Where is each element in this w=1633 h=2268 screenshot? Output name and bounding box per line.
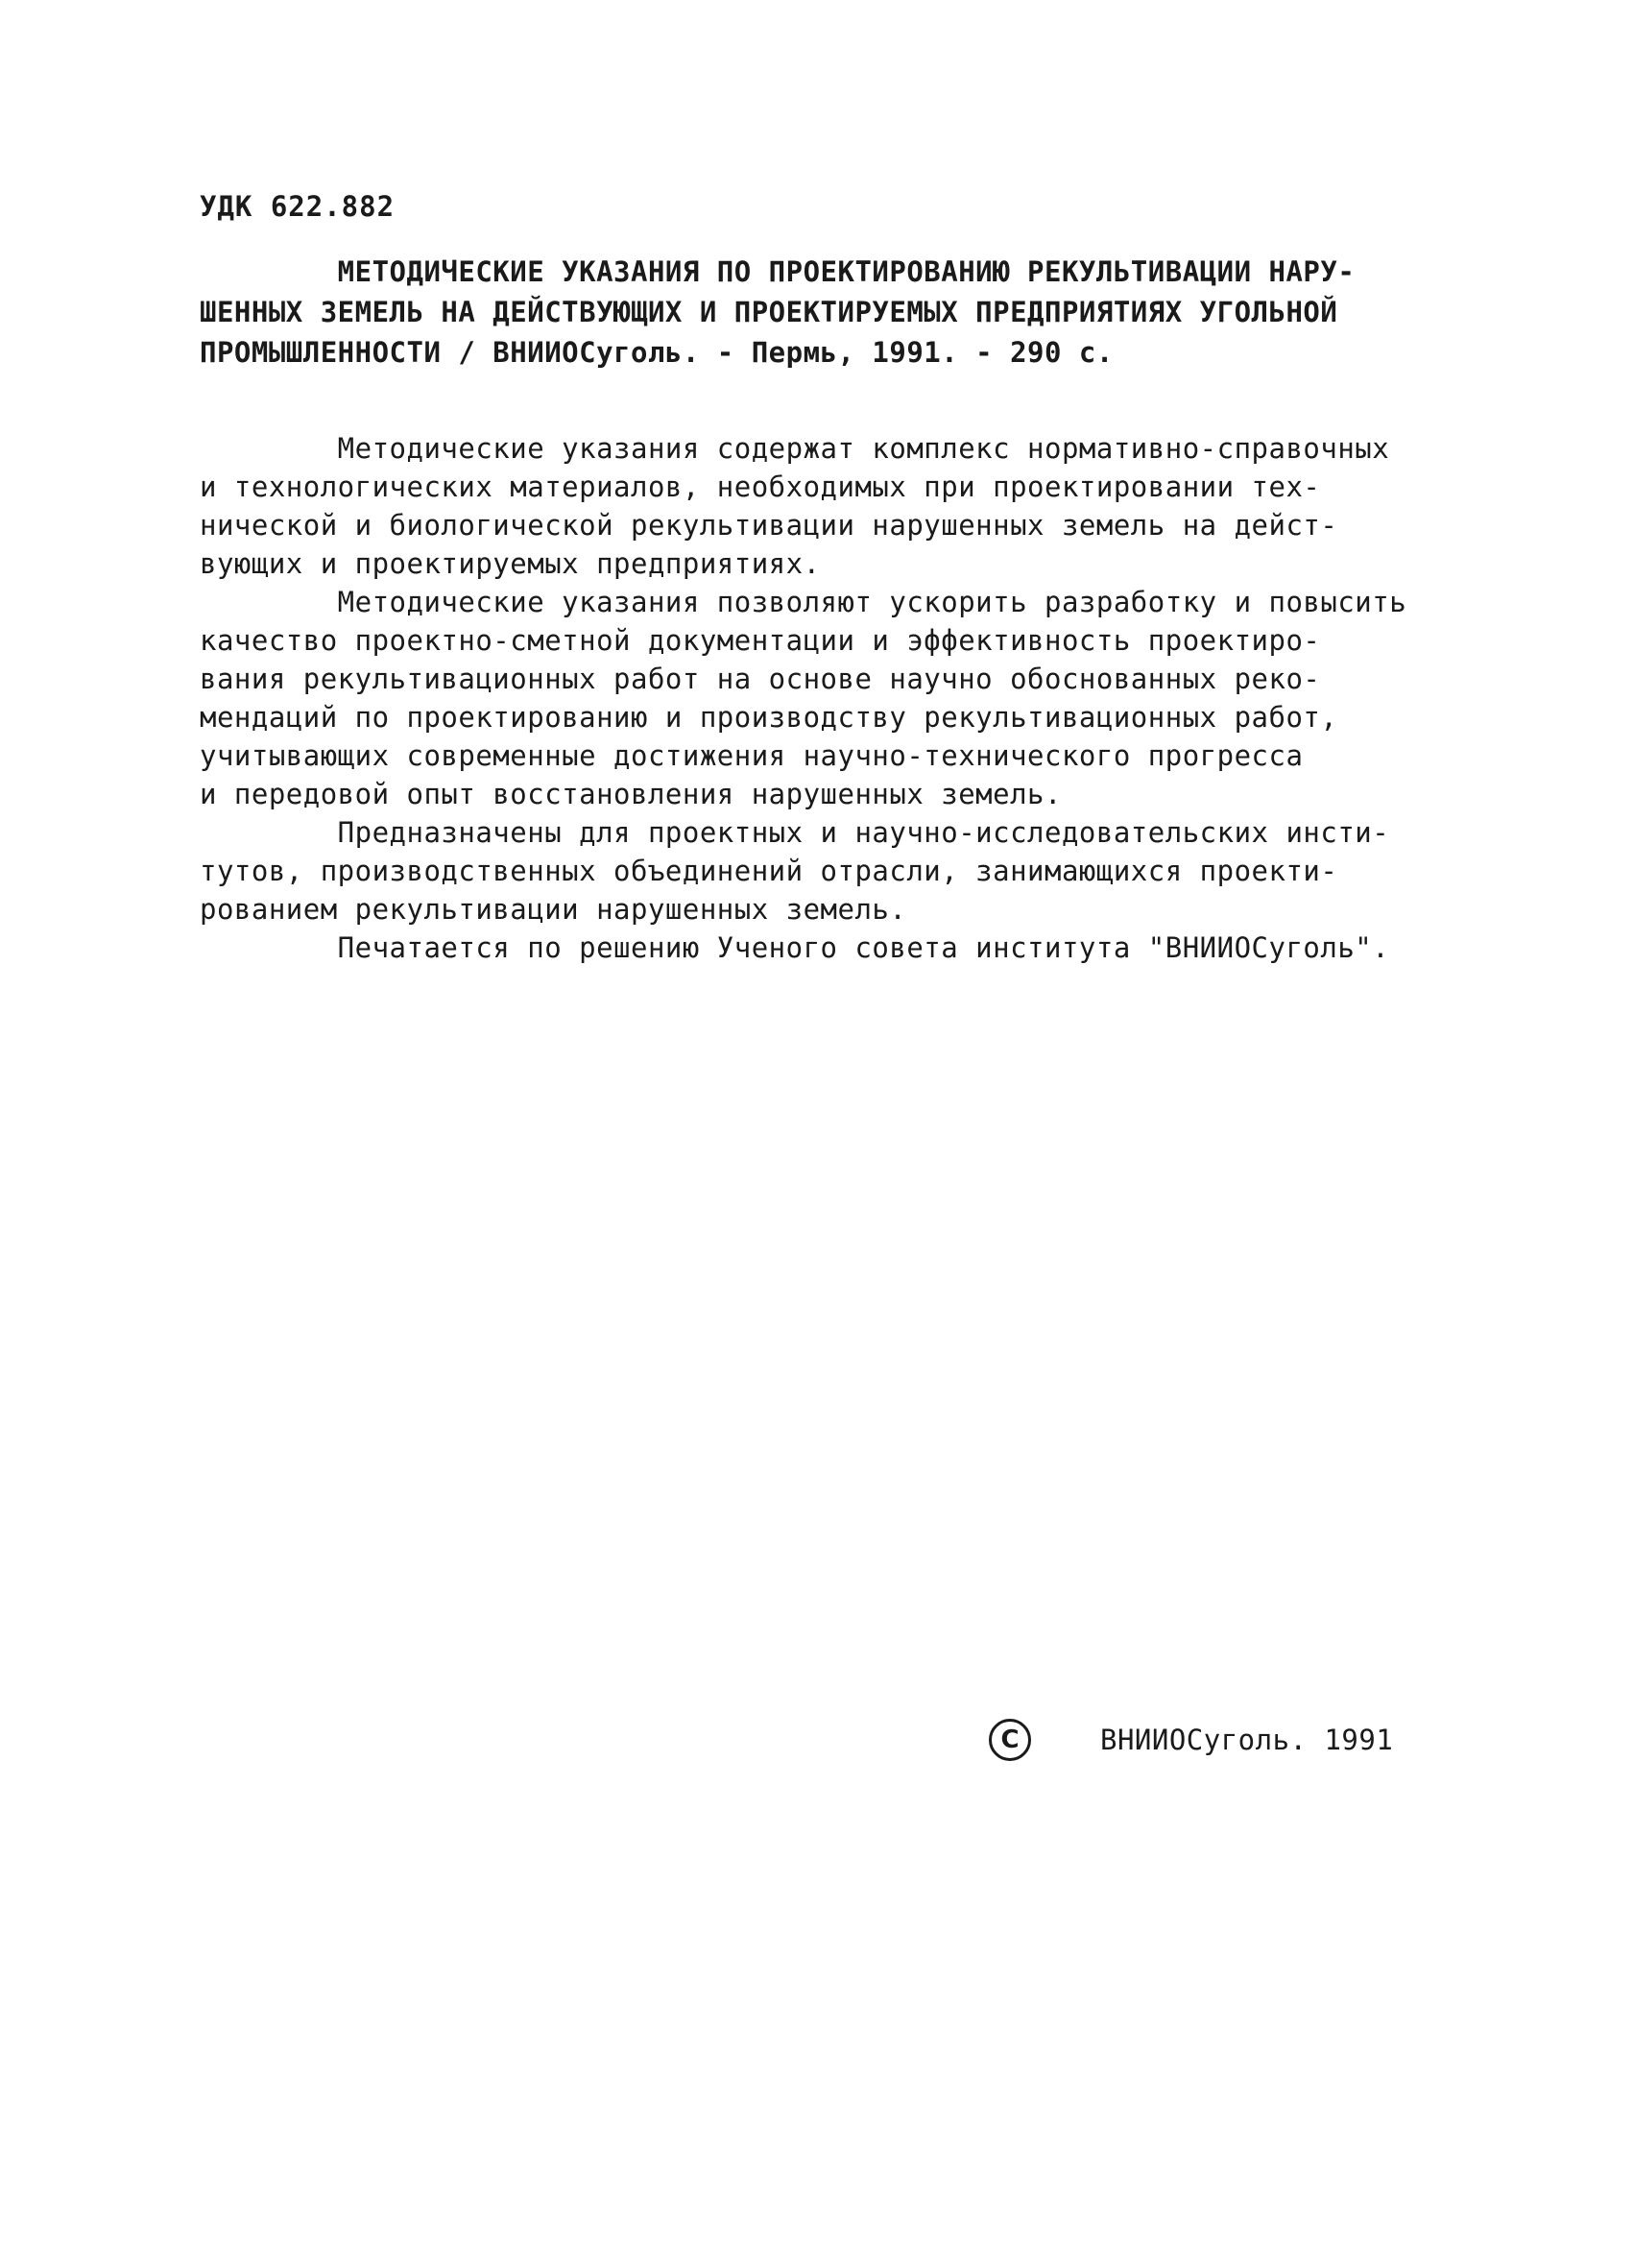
copyright-notice [989, 1719, 1393, 1761]
abstract-line: вания рекультивационных работ на основе научно обоснованных реко- [200, 663, 1321, 695]
abstract-line: учитывающих современные достижения научно-технического прогресса [200, 739, 1304, 772]
abstract-line: рованием рекультивации нарушенных земель. [200, 893, 907, 926]
abstract-line: вующих и проектируемых предприятиях. [200, 547, 821, 580]
abstract-line: тутов, производственных объединений отрасли, занимающихся проекти- [200, 855, 1338, 887]
abstract-line: Печатается по решению Ученого совета института "ВНИИОСуголь". [200, 931, 1390, 964]
abstract-line: и технологических материалов, необходимых при проектировании тех- [200, 470, 1321, 503]
abstract-line: Предназначены для проектных и научно-исследовательских инсти- [200, 816, 1390, 849]
copyright-text: ВНИИОСуголь. 1991 [1100, 1724, 1394, 1756]
abstract-line: нической и биологической рекультивации нарушенных земель на дейст- [200, 509, 1338, 542]
abstract-line: и передовой опыт восстановления нарушенных земель. [200, 778, 1062, 810]
abstract [200, 429, 1448, 967]
abstract-line: Методические указания позволяют ускорить разработку и повысить [200, 586, 1407, 618]
abstract-line: Методические указания содержат комплекс нормативно-справочных [200, 432, 1390, 465]
udk-code: УДК 622.882 [200, 190, 396, 223]
abstract-line: качество проектно-сметной документации и эффективность проектиро- [200, 624, 1321, 657]
copyright-icon: C [989, 1719, 1031, 1761]
biblio-line: МЕТОДИЧЕСКИЕ УКАЗАНИЯ ПО ПРОЕКТИРОВАНИЮ РЕКУЛЬТИВАЦИИ НАРУ- [200, 255, 1356, 288]
biblio-line: ШЕННЫХ ЗЕМЕЛЬ НА ДЕЙСТВУЮЩИХ И ПРОЕКТИРУЕМЫХ ПРЕДПРИЯТИЯХ УГОЛЬНОЙ [200, 296, 1338, 328]
abstract-line: мендаций по проектированию и производству рекультивационных работ, [200, 701, 1338, 734]
biblio-line: ПРОМЫШЛЕННОСТИ / ВНИИОСуголь. - Пермь, 1991. - 290 с. [200, 336, 1114, 369]
bibliographic-record [200, 252, 1448, 373]
